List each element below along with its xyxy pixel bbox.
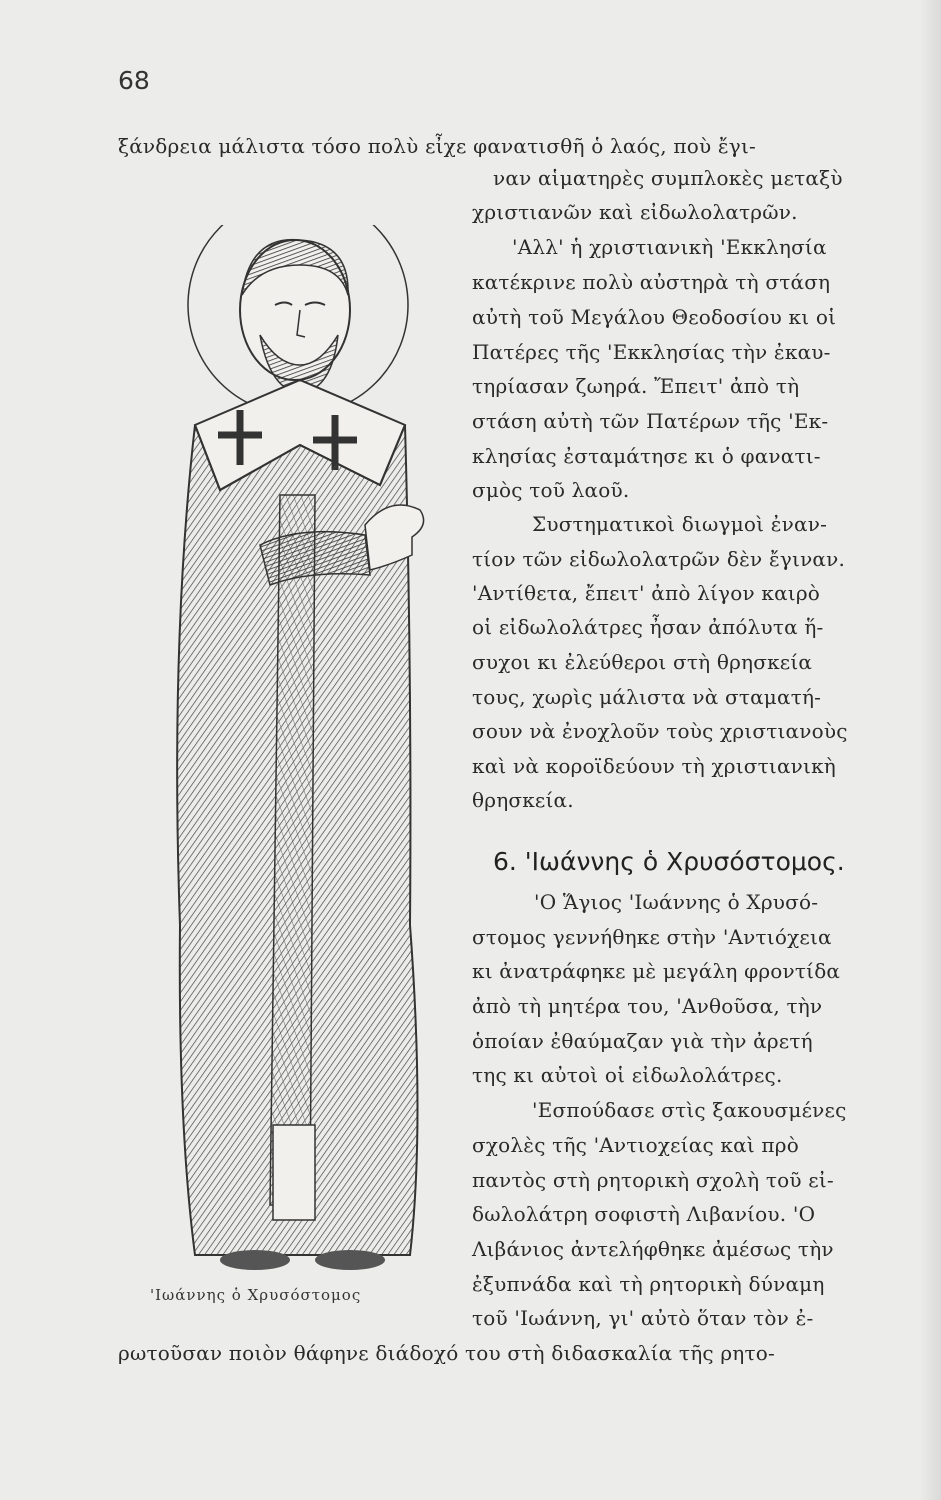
- text-line: κλησίας ἐσταμάτησε κι ὁ φανατι-: [472, 444, 821, 468]
- epigonation: [273, 1125, 315, 1220]
- text-line: ἐξυπνάδα καὶ τὴ ρητορικὴ δύναμη: [472, 1272, 825, 1296]
- text-line: αὐτὴ τοῦ Μεγάλου Θεοδοσίου κι οἱ: [472, 305, 837, 329]
- saint-engraving: [150, 225, 450, 1275]
- text-line: 'Αντίθετα, ἔπειτ' ἀπὸ λίγον καιρὸ: [472, 581, 821, 605]
- text-line: Πατέρες τῆς 'Εκκλησίας τὴν ἐκαυ-: [472, 340, 831, 364]
- text-line: συχοι κι ἐλεύθεροι στὴ θρησκεία: [472, 650, 813, 674]
- text-line: οἱ εἰδωλολάτρες ἦσαν ἀπόλυτα ἥ-: [472, 615, 824, 639]
- text-line: θρησκεία.: [472, 788, 574, 812]
- text-line: καὶ νὰ κοροϊδεύουν τὴ χριστιανικὴ: [472, 754, 836, 778]
- text-line: κι ἀνατράφηκε μὲ μεγάλη φροντίδα: [472, 959, 841, 983]
- text-line: παντὸς στὴ ρητορικὴ σχολὴ τοῦ εἰ-: [472, 1168, 834, 1192]
- text-line: ἀπὸ τὴ μητέρα του, 'Ανθοῦσα, τὴν: [472, 994, 823, 1018]
- figure-caption: 'Ιωάννης ὁ Χρυσόστομος: [150, 1286, 362, 1304]
- text-line: κατέκρινε πολὺ αὐστηρὰ τὴ στάση: [472, 270, 831, 294]
- text-line: της κι αὐτοὶ οἱ εἰδωλολάτρες.: [472, 1063, 783, 1087]
- text-line: χριστιανῶν καὶ εἰδωλολατρῶν.: [472, 200, 798, 224]
- text-line: ρωτοῦσαν ποιὸν θάφηνε διάδοχό του στὴ διδασκαλία τῆς ρητο-: [118, 1341, 775, 1365]
- text-line: σμὸς τοῦ λαοῦ.: [472, 478, 630, 502]
- text-line: 'Ο Ἅγιος 'Ιωάννης ὁ Χρυσό-: [534, 890, 819, 914]
- text-line: τηρίασαν ζωηρά. Ἔπειτ' ἀπὸ τὴ: [472, 374, 800, 398]
- text-line: Λιβάνιος ἀντελήφθηκε ἀμέσως τὴν: [472, 1237, 834, 1261]
- text-line: στάση αὐτὴ τῶν Πατέρων τῆς 'Εκ-: [472, 409, 829, 433]
- page-edge-shadow: [919, 0, 941, 1500]
- text-line: ὁποίαν ἐθαύμαζαν γιὰ τὴν ἀρετή: [472, 1029, 813, 1053]
- text-line: στομος γεννήθηκε στὴν 'Αντιόχεια: [472, 925, 832, 949]
- foot-right: [315, 1250, 385, 1270]
- text-line: δωλολάτρη σοφιστὴ Λιβανίου. 'Ο: [472, 1202, 816, 1226]
- text-line: ξάνδρεια μάλιστα τόσο πολὺ εἶχε φανατισθῆ ὁ λαός, ποὺ ἔγι-: [118, 134, 756, 158]
- text-line: σουν νὰ ἐνοχλοῦν τοὺς χριστιανοὺς: [472, 719, 848, 743]
- section-heading: 6. 'Ιωάννης ὁ Χρυσόστομος.: [493, 847, 845, 876]
- text-line: τους, χωρὶς μάλιστα νὰ σταματή-: [472, 685, 822, 709]
- text-line: 'Αλλ' ἡ χριστιανικὴ 'Εκκλησία: [512, 235, 827, 259]
- text-line: 'Εσπούδασε στὶς ξακουσμένες: [532, 1098, 847, 1122]
- foot-left: [220, 1250, 290, 1270]
- text-line: ναν αἱματηρὲς συμπλοκὲς μεταξὺ: [493, 166, 843, 190]
- text-line: Συστηματικοὶ διωγμοὶ ἐναν-: [532, 512, 828, 536]
- text-line: σχολὲς τῆς 'Αντιοχείας καὶ πρὸ: [472, 1133, 799, 1157]
- page-number: 68: [118, 66, 150, 95]
- text-line: τίον τῶν εἰδωλολατρῶν δὲν ἔγιναν.: [472, 547, 846, 571]
- text-line: τοῦ 'Ιωάννη, γι' αὐτὸ ὅταν τὸν ἐ-: [472, 1306, 814, 1330]
